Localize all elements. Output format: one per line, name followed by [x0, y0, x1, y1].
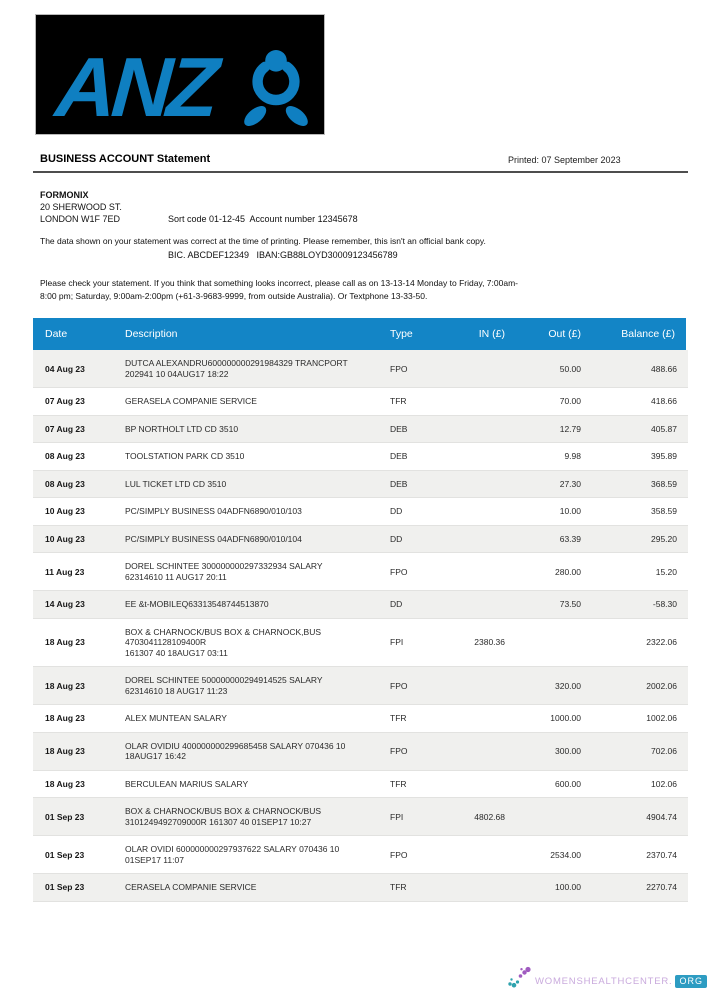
- row-in: 4802.68: [474, 811, 505, 822]
- row-description-line: OLAR OVIDIU 400000000299685458 SALARY 070436 10: [125, 740, 346, 751]
- row-date: 08 Aug 23: [45, 451, 85, 462]
- row-description-line: BP NORTHOLT LTD CD 3510: [125, 423, 239, 434]
- column-header-out: Out (£): [548, 328, 581, 340]
- row-description-line: BERCULEAN MARIUS SALARY: [125, 778, 249, 789]
- row-balance: 488.66: [651, 363, 677, 374]
- column-header-type: Type: [390, 328, 413, 340]
- customer-address-line2: LONDON W1F 7ED: [40, 214, 121, 224]
- anz-wordmark: ANZ: [52, 40, 217, 135]
- row-date: 18 Aug 23: [45, 778, 85, 789]
- row-description: [125, 451, 390, 462]
- row-balance: 2002.06: [646, 680, 677, 691]
- row-description-line: BOX & CHARNOCK/BUS BOX & CHARNOCK,BUS 4703041128109400R: [125, 626, 322, 647]
- row-date: 18 Aug 23: [45, 680, 85, 691]
- row-description-line: DOREL SCHINTEE 300000000297332934 SALARY: [125, 561, 323, 571]
- row-out: 50.00: [559, 363, 581, 374]
- row-balance: 295.20: [651, 533, 677, 544]
- table-row: [33, 416, 688, 444]
- row-description-line: TOOLSTATION PARK CD 3510: [125, 451, 245, 461]
- anz-logo: [35, 14, 325, 135]
- row-description: [125, 599, 390, 610]
- row-date: 18 Aug 23: [45, 746, 85, 756]
- row-out: 320.00: [555, 680, 581, 691]
- table-row: [33, 771, 688, 799]
- row-balance: 15.20: [655, 566, 677, 577]
- column-header-date: Date: [45, 328, 68, 340]
- row-description: [125, 534, 390, 545]
- row-description-line: 18AUG17 16:42: [125, 751, 186, 761]
- row-out: 70.00: [559, 396, 581, 407]
- row-description: [125, 561, 390, 582]
- row-description-line: CERASELA COMPANIE SERVICE: [125, 882, 257, 892]
- row-date: 07 Aug 23: [45, 423, 85, 434]
- column-header-in: IN (£): [478, 328, 505, 340]
- table-row: [33, 667, 688, 705]
- account-sortcode-line: Sort code 01-12-45 Account number 12345678: [168, 214, 358, 224]
- row-description-line: BOX & CHARNOCK/BUS BOX & CHARNOCK/BUS: [125, 806, 322, 816]
- row-balance: 702.06: [651, 746, 677, 756]
- row-description-line: LUL TICKET LTD CD 3510: [125, 478, 227, 489]
- row-date: 11 Aug 23: [45, 566, 85, 577]
- row-type: DD: [390, 599, 403, 610]
- table-row: [33, 874, 688, 902]
- transactions-table: [33, 318, 688, 902]
- row-description: [125, 358, 390, 379]
- row-description-line: 202941 10 04AUG17 18:22: [125, 368, 229, 379]
- row-description-line: PC/SIMPLY BUSINESS 04ADFN6890/010/103: [125, 506, 302, 516]
- row-type: DEB: [390, 423, 408, 434]
- row-balance: 102.06: [651, 778, 677, 789]
- row-type: DD: [390, 533, 403, 544]
- row-description: [125, 627, 390, 659]
- row-out: 280.00: [555, 566, 581, 577]
- row-type: DD: [390, 506, 403, 517]
- row-type: FPO: [390, 566, 408, 577]
- row-out: 12.79: [559, 423, 581, 434]
- row-balance: 1002.06: [646, 713, 677, 724]
- row-description-line: GERASELA COMPANIE SERVICE: [125, 396, 257, 406]
- table-row: [33, 471, 688, 499]
- row-type: DEB: [390, 451, 408, 462]
- row-balance: 418.66: [651, 396, 677, 407]
- womenshealthcenter-logo-icon: [507, 966, 532, 989]
- row-balance: -58.30: [652, 599, 677, 610]
- row-out: 63.39: [559, 533, 581, 544]
- row-description-line: PC/SIMPLY BUSINESS 04ADFN6890/010/104: [125, 533, 302, 544]
- row-type: DEB: [390, 478, 408, 489]
- row-type: FPI: [390, 811, 404, 822]
- watermark-badge: ORG: [675, 975, 707, 988]
- row-date: 14 Aug 23: [45, 599, 85, 610]
- row-date: 08 Aug 23: [45, 478, 85, 489]
- row-description: [125, 396, 390, 407]
- table-header: [33, 318, 688, 350]
- row-description-line: DUTCA ALEXANDRU600000000291984329 TRANCPORT: [125, 358, 348, 368]
- table-row: [33, 619, 688, 668]
- anz-person-icon: [236, 47, 316, 129]
- account-bic-iban-line: BIC. ABCDEF12349 IBAN:GB88LOYD30009123456789: [168, 250, 398, 260]
- table-row: [33, 526, 688, 554]
- row-type: FPO: [390, 363, 408, 374]
- row-balance: 395.89: [651, 451, 677, 462]
- table-row: [33, 553, 688, 591]
- row-description-line: DOREL SCHINTEE 500000000294914525 SALARY: [125, 675, 323, 685]
- row-type: TFR: [390, 713, 407, 724]
- row-date: 01 Sep 23: [45, 882, 85, 893]
- table-row: [33, 350, 688, 388]
- row-date: 10 Aug 23: [45, 506, 85, 517]
- printed-date: Printed: 07 September 2023: [508, 155, 621, 165]
- customer-address-line1: 20 SHERWOOD ST.: [40, 202, 122, 212]
- table-row: [33, 836, 688, 874]
- row-type: TFR: [390, 882, 407, 893]
- row-description: [125, 675, 390, 696]
- row-balance: 405.87: [651, 423, 677, 434]
- table-row: [33, 443, 688, 471]
- row-date: 01 Sep 23: [45, 811, 85, 822]
- table-row: [33, 733, 688, 771]
- row-type: TFR: [390, 778, 407, 789]
- row-description: [125, 741, 390, 762]
- row-out: 1000.00: [550, 713, 581, 724]
- row-description-line: EE &t-MOBILEQ63313548744513870: [125, 599, 269, 609]
- check-statement-notice: [40, 277, 518, 302]
- row-date: 18 Aug 23: [45, 637, 85, 648]
- row-out: 73.50: [559, 599, 581, 610]
- check-statement-line2: 8:00 pm; Saturday, 9:00am-2:00pm (+61-3-9683-9999, from outside Australia). Or Textphone 13-33-50.: [40, 290, 428, 301]
- row-out: 100.00: [555, 882, 581, 893]
- row-out: 10.00: [559, 506, 581, 517]
- row-description: [125, 844, 390, 865]
- row-description: [125, 479, 390, 490]
- page-title: BUSINESS ACCOUNT Statement: [40, 153, 211, 165]
- row-description-line: 161307 40 18AUG17 03:11: [125, 647, 228, 658]
- row-description: [125, 506, 390, 517]
- column-header-balance: Balance (£): [621, 328, 675, 340]
- data-correct-notice: The data shown on your statement was correct at the time of printing. Please remember, this isn't an official bank copy.: [40, 236, 486, 246]
- row-description: [125, 424, 390, 435]
- check-statement-line1: Please check your statement. If you think that something looks incorrect, please call as on 13-13-14 Monday to Friday, 7:00am-: [40, 278, 518, 288]
- header-divider: [33, 171, 688, 173]
- row-date: 10 Aug 23: [45, 533, 85, 544]
- row-description: [125, 806, 390, 827]
- watermark-brand: WOMENSHEALTHCENTER.: [535, 976, 673, 987]
- row-out: 9.98: [564, 451, 581, 462]
- row-out: 300.00: [555, 746, 581, 756]
- row-description-line: 62314610 11 AUG17 20:11: [125, 571, 227, 582]
- row-in: 2380.36: [474, 637, 505, 648]
- row-date: 01 Sep 23: [45, 849, 85, 860]
- row-date: 18 Aug 23: [45, 713, 85, 724]
- row-description-line: ALEX MUNTEAN SALARY: [125, 713, 227, 723]
- row-description: [125, 779, 390, 790]
- row-date: 07 Aug 23: [45, 396, 85, 407]
- table-row: [33, 705, 688, 733]
- row-out: 600.00: [555, 778, 581, 789]
- table-row: [33, 388, 688, 416]
- watermark: [507, 966, 707, 997]
- row-balance: 4904.74: [646, 811, 677, 822]
- row-type: FPI: [390, 637, 404, 648]
- row-description: [125, 882, 390, 893]
- customer-address: [40, 189, 122, 225]
- row-type: FPO: [390, 849, 408, 860]
- row-balance: 368.59: [651, 478, 677, 489]
- transactions-body: [33, 350, 688, 902]
- row-type: TFR: [390, 396, 407, 407]
- table-row: [33, 591, 688, 619]
- row-balance: 2270.74: [646, 882, 677, 893]
- row-type: FPO: [390, 680, 408, 691]
- row-balance: 2370.74: [646, 849, 677, 860]
- row-description: [125, 713, 390, 724]
- row-date: 04 Aug 23: [45, 363, 85, 374]
- row-description-line: 01SEP17 11:07: [125, 854, 184, 865]
- table-row: [33, 798, 688, 836]
- row-description-line: 62314610 18 AUG17 11:23: [125, 685, 228, 696]
- row-out: 2534.00: [550, 849, 581, 860]
- row-balance: 2322.06: [646, 637, 677, 648]
- row-balance: 358.59: [651, 506, 677, 517]
- row-type: FPO: [390, 746, 408, 756]
- table-row: [33, 498, 688, 526]
- row-out: 27.30: [559, 478, 581, 489]
- row-description-line: 3101249492709000R 161307 40 01SEP17 10:27: [125, 816, 312, 827]
- row-description-line: OLAR OVIDI 600000000297937622 SALARY 070436 10: [125, 844, 340, 854]
- column-header-description: Description: [125, 328, 178, 340]
- customer-name: FORMONIX: [40, 190, 89, 200]
